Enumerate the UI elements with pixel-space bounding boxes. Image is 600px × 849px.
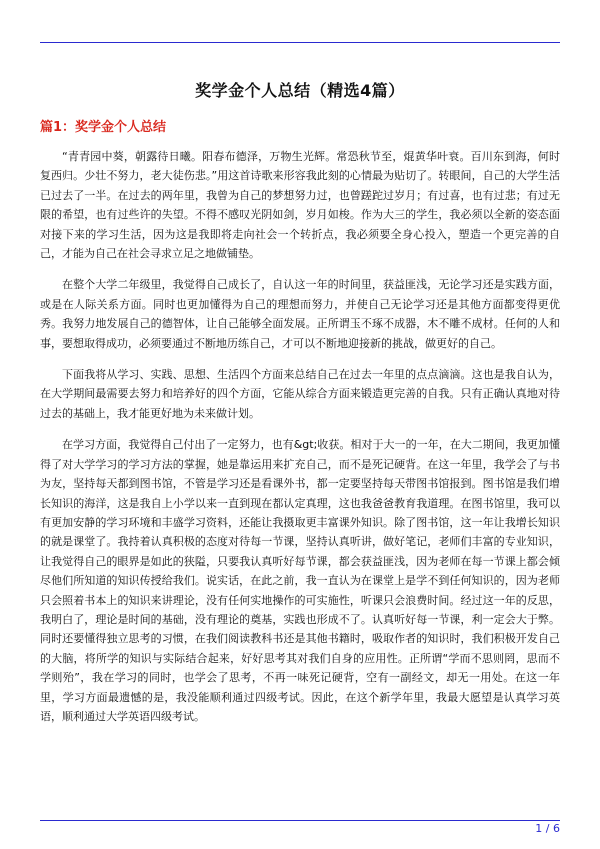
document-title: 奖学金个人总结（精选4篇） bbox=[195, 81, 405, 100]
section-heading: 篇1：奖学金个人总结 bbox=[40, 120, 167, 135]
paragraph: 在学习方面，我觉得自己付出了一定努力，也有&gt;收获。相对于大一的一年，在大二期间，我更加懂得了对大学学习的学习方法的掌握，她是靠运用来扩充自己，而不是死记硬背。在这一年里，我学会了与书为友，坚持每天都到图书馆，不管是学习还是看课外书，都一定要坚持每天带图书馆报到。图书馆是我们增长知识的海洋，这是我自上小学以来一直到现在都认定真理，这也我爸爸教育我道理。在图书馆里，我可以有更加安静的学习环境和丰盛学习资料，还能让我摄取更丰富课外知识。除了图书馆，这一年让我增长知识的就是课堂了。我持着认真积极的态度对待每一节课，坚持认真听讲，做好笔记，老师们丰富的专业知识，让我觉得自己的眼界是如此的狭隘，只要我认真听好每节课，都会获益匪浅，因为老师在每一节课上都会倾尽他们所知道的知识传授给我们。说实话，在此之前，我一直认为在课堂上是学不到任何知识的，因为老师只会照着书本上的知识来讲理论，没有任何实地操作的可实施性，听课只会浪费时间。经过这一年的反思，我明白了，理论是时间的基础，没有理论的奠基，实践也形成不了。认真听好每一节课，利一定会大于弊。同时还要懂得独立思考的习惯，在我们阅读教科书还是其他书籍时，吸取作者的知识时，我们积极开发自己的大脑，将所学的知识与实际结合起来，好好思考其对我们自身的应用性。正所谓“学而不思则罔，思而不学则殆”，我在学习的同时，也学会了思考，不再一味死记硬背，空有一副经文，却无一用处。在这一年里，学习方面最遗憾的是，我没能顺利通过四级考试。因此，在这个新学年里，我最大愿望是认真学习英语，顺利通过大学英语四级考试。 bbox=[40, 438, 560, 723]
document-body bbox=[40, 147, 560, 738]
paragraph: 下面我将从学习、实践、思想、生活四个方面来总结自己在过去一年里的点点滴滴。这也是我自认为，在大学期间最需要去努力和培养好的四个方面，它能从综合方面来锻造更完善的自我。只有正确认真地对待过去的基础上，我才能更好地为未来做计划。 bbox=[40, 368, 560, 420]
page-number: 1 / 6 bbox=[535, 822, 560, 835]
paragraph: “青青园中葵，朝露待日曦。阳春布德泽，万物生光辉。常恐秋节至，焜黄华叶衰。百川东到海，何时复西归。少壮不努力，老大徒伤悲。”用这首诗歌来形容我此刻的心情最为贴切了。转眼间，自己的大学生活已过去了一半。在过去的两年里，我曾为自己的梦想努力过，也曾蹉跎过岁月；有过喜，也有过悲；有过无限的希望，也有过些许的失望。不得不感叹光阴如剑，岁月如梭。作为大三的学生，我必须以全新的姿态面对接下来的学习生活，因为这是我即将走向社会一个转折点，我必须要全身心投入，塑造一个更完善的自己，才能为自己在社会寻求立足之地做铺垫。 bbox=[40, 150, 560, 261]
paragraph: 在整个大学二年级里，我觉得自己成长了，自认这一年的时间里，获益匪浅，无论学习还是实践方面，或是在人际关系方面。同时也更加懂得为自己的理想而努力，并使自己无论学习还是其他方面都变得更优秀。我努力地发展自己的德智体，让自己能够全面发展。正所谓玉不琢不成器，木不雕不成材。任何的人和事，要想取得成功，必须要通过不断地历练自己，才可以不断地迎接新的挑战，做更好的自己。 bbox=[40, 278, 560, 350]
footer-rule bbox=[40, 820, 560, 821]
header-rule bbox=[40, 42, 560, 43]
